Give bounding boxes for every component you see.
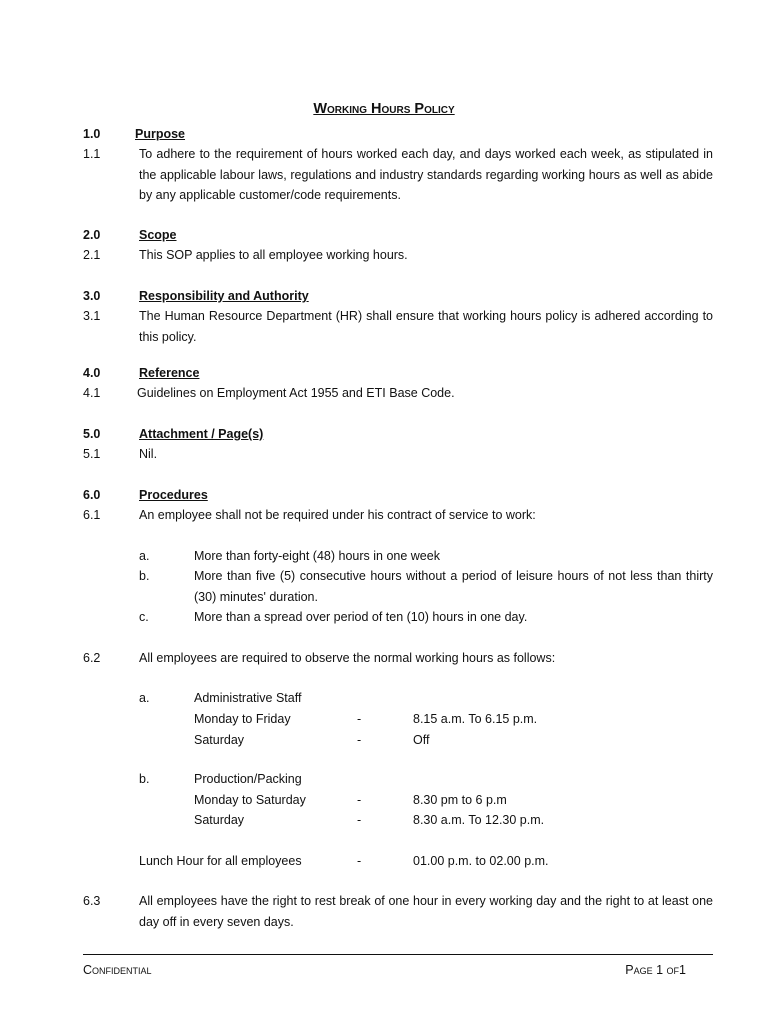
section-heading-purpose: Purpose (135, 127, 186, 141)
attachment-text: Nil. (139, 447, 158, 461)
section-number: 5.1 (83, 447, 101, 461)
lunch-label: Lunch Hour for all employees (139, 854, 302, 868)
reference-text: Guidelines on Employment Act 1955 and ETI Base Code. (137, 386, 455, 400)
schedule-day: Monday to Friday (194, 712, 291, 726)
schedule-time: 8.15 a.m. To 6.15 p.m. (413, 712, 538, 726)
schedule-dash: - (357, 793, 362, 807)
schedule-day: Monday to Saturday (194, 793, 306, 807)
procedure-6-1-text: An employee shall not be required under his contract of service to work: (139, 508, 536, 522)
section-number: 2.0 (83, 228, 101, 242)
section-number: 6.3 (83, 894, 101, 908)
schedule-time: 01.00 p.m. to 02.00 p.m. (413, 854, 549, 868)
section-number: 3.1 (83, 309, 101, 323)
section-number: 2.1 (83, 248, 101, 262)
section-heading-responsibility: Responsibility and Authority (139, 289, 309, 303)
schedule-group-label: Production/Packing (194, 772, 302, 786)
list-marker: a. (139, 549, 150, 563)
procedure-6-3-text: All employees have the right to rest break of one hour in every working day and the right to at least one day off in every seven days. (139, 894, 713, 929)
schedule-dash: - (357, 712, 362, 726)
list-marker: b. (139, 772, 150, 786)
footer-confidential: Confidential (83, 963, 152, 977)
section-number: 3.0 (83, 289, 101, 303)
list-item: More than forty-eight (48) hours in one week (194, 549, 440, 563)
list-item: More than a spread over period of ten (10) hours in one day. (194, 610, 528, 624)
scope-text: This SOP applies to all employee working hours. (139, 248, 408, 262)
schedule-time: 8.30 a.m. To 12.30 p.m. (413, 813, 545, 827)
section-heading-scope: Scope (139, 228, 177, 242)
section-number: 5.0 (83, 427, 101, 441)
list-marker: a. (139, 691, 150, 705)
section-number: 6.0 (83, 488, 101, 502)
section-number: 4.0 (83, 366, 101, 380)
list-item: More than five (5) consecutive hours without a period of leisure hours of not less than thirty (30) minutes' duration. (194, 569, 713, 604)
purpose-text: To adhere to the requirement of hours worked each day, and days worked each week, as stipulated in the applicable labour laws, regulations and industry standards regarding working hours as well as abide by any applicable customer/code requirements. (139, 147, 713, 202)
list-marker: b. (139, 569, 150, 583)
schedule-day: Saturday (194, 813, 245, 827)
section-heading-procedures: Procedures (139, 488, 208, 502)
responsibility-text: The Human Resource Department (HR) shall ensure that working hours policy is adhered according to this policy. (139, 309, 713, 344)
section-number: 1.0 (83, 127, 101, 141)
section-number: 6.1 (83, 508, 101, 522)
section-heading-attachment: Attachment / Page(s) (139, 427, 264, 441)
document-title: Working Hours Policy (313, 101, 455, 117)
schedule-dash: - (357, 854, 362, 868)
schedule-dash: - (357, 813, 362, 827)
schedule-dash: - (357, 733, 362, 747)
section-number: 1.1 (83, 147, 101, 161)
section-heading-reference: Reference (139, 366, 200, 380)
list-marker: c. (139, 610, 149, 624)
schedule-time: Off (413, 733, 430, 747)
procedure-6-2-text: All employees are required to observe the normal working hours as follows: (139, 651, 556, 665)
footer-page-number: Page 1 of1 (625, 963, 686, 977)
section-number: 4.1 (83, 386, 101, 400)
schedule-time: 8.30 pm to 6 p.m (413, 793, 507, 807)
schedule-group-label: Administrative Staff (194, 691, 302, 705)
schedule-day: Saturday (194, 733, 245, 747)
section-number: 6.2 (83, 651, 101, 665)
footer-divider (83, 954, 713, 955)
